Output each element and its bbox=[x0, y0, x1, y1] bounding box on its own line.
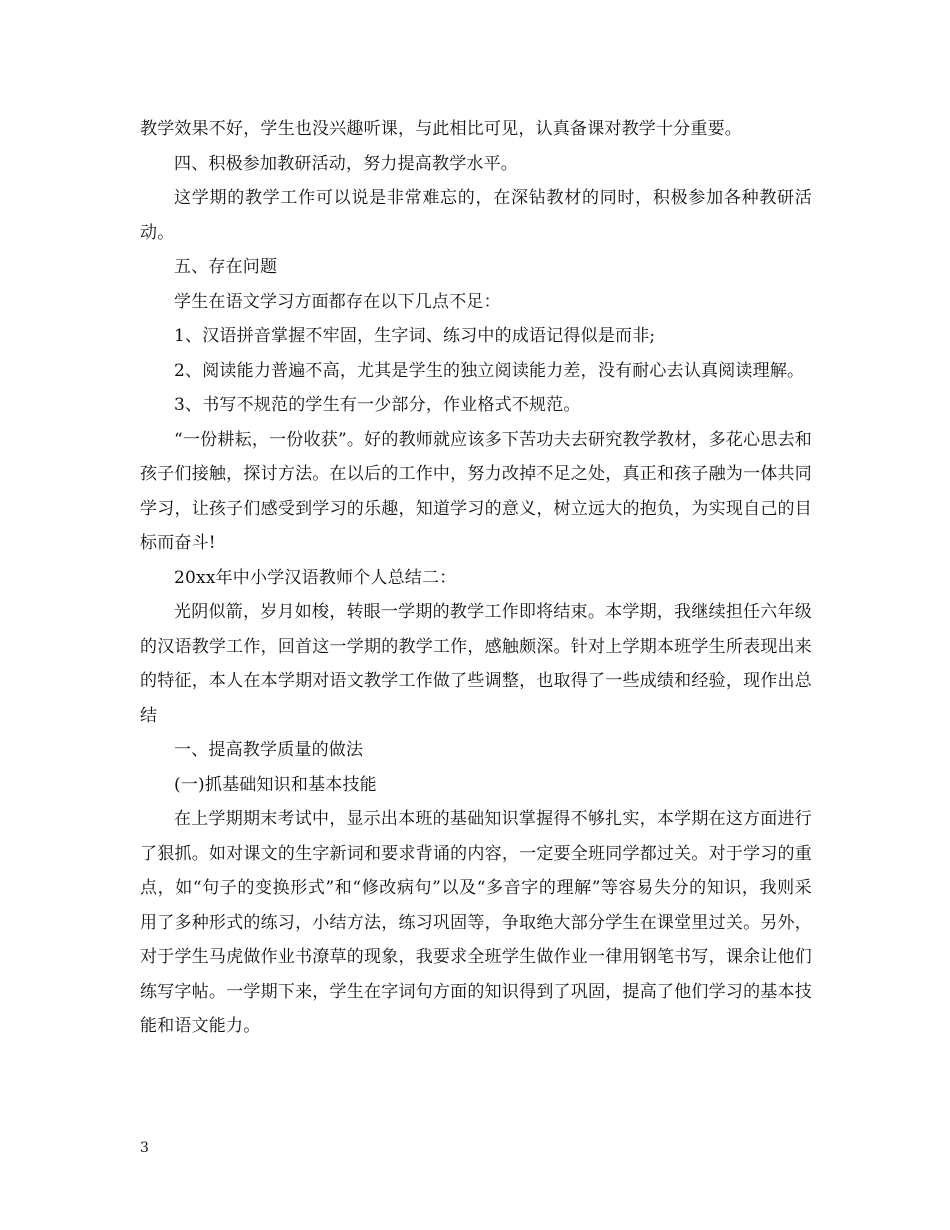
paragraph-6: 1、汉语拼音掌握不牢固，生字词、练习中的成语记得似是而非; bbox=[174, 326, 656, 346]
paragraph-2: 四、积极参加教研活动，努力提高教学水平。 bbox=[174, 153, 518, 174]
paragraph-8: 3、书写不规范的学生有一少部分，作业格式不规范。 bbox=[174, 395, 581, 415]
paragraph-3: 这学期的教学工作可以说是非常难忘的，在深钻教材的同时，积极参加各种教研活动。 bbox=[140, 188, 812, 243]
body-text bbox=[140, 112, 812, 1044]
paragraph-10: 20xx年中小学汉语教师个人总结二： bbox=[174, 567, 457, 588]
paragraph-11: 光阴似箭，岁月如梭，转眼一学期的教学工作即将结束。本学期，我继续担任六年级的汉语教学工作，回首这一学期的教学工作，感触颇深。针对上学期本班学生所表现出来的特征，本人在本学期对语文教学工作做了些调整，也取得了一些成绩和经验，现作出总结 bbox=[140, 602, 812, 726]
paragraph-4: 五、存在问题 bbox=[174, 257, 278, 277]
page-number: 3 bbox=[140, 1140, 149, 1156]
paragraph-7: 2、阅读能力普遍不高，尤其是学生的独立阅读能力差，没有耐心去认真阅读理解。 bbox=[174, 360, 805, 381]
paragraph-14: 在上学期期末考试中，显示出本班的基础知识掌握得不够扎实，本学期在这方面进行了狠抓。如对课文的生字新词和要求背诵的内容，一定要全班同学都过关。对于学习的重点，如“句子的变换形式”和“修改病句”以及“多音字的理解”等容易失分的知识，我则采用了多种形式的练习，小结方法，练习巩固等，争取绝大部分学生在课堂里过关。另外，对于学生马虎做作业书潦草的现象，我要求全班学生做作业一律用钢笔书写，课余让他们练写字帖。一学期下来，学生在字词句方面的知识得到了巩固，提高了他们学习的基本技能和语文能力。 bbox=[140, 809, 812, 1036]
paragraph-12: 一、提高教学质量的做法 bbox=[174, 740, 364, 760]
paragraph-9: “一份耕耘，一份收获”。好的教师就应该多下苦功夫去研究教学教材，多花心思去和孩子们接触，探讨方法。在以后的工作中，努力改掉不足之处，真正和孩子融为一体共同学习，让孩子们感受到学习的乐趣，知道学习的意义，树立远大的抱负，为实现自己的目标而奋斗! bbox=[140, 429, 812, 553]
paragraph-5: 学生在语文学习方面都存在以下几点不足： bbox=[174, 291, 501, 312]
paragraph-13: (一)抓基础知识和基本技能 bbox=[174, 774, 377, 795]
paragraph-1: 教学效果不好，学生也没兴趣听课，与此相比可见，认真备课对教学十分重要。 bbox=[140, 119, 742, 139]
